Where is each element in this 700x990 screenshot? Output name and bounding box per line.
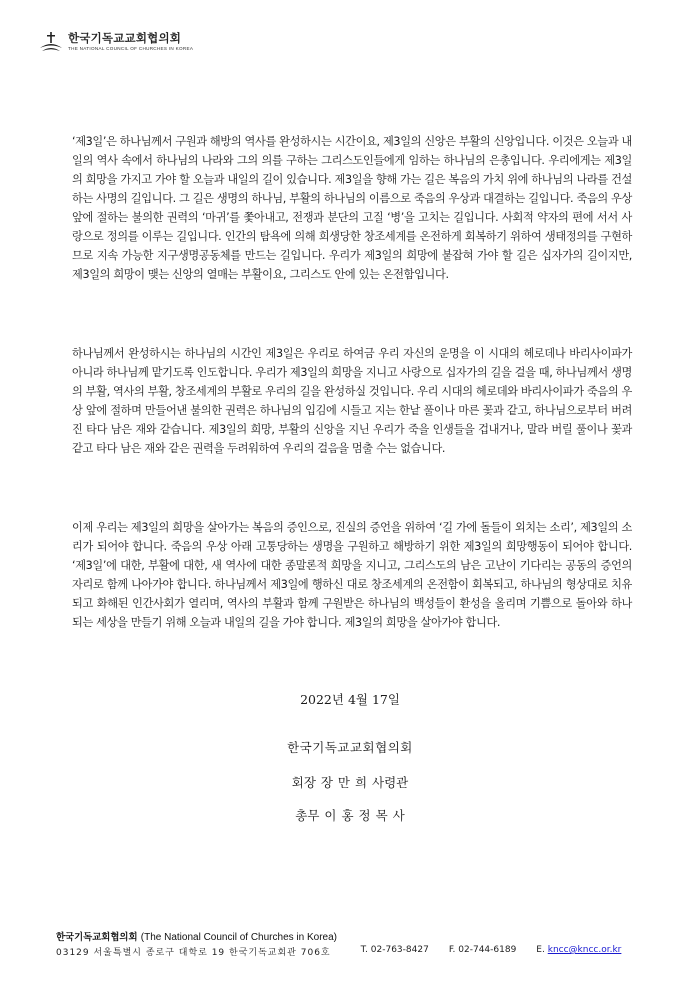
letterhead [38,28,193,56]
footer-contact [56,945,656,958]
body-paragraph-2: 하나님께서 완성하시는 하나님의 시간인 제3일은 우리로 하여금 우리 자신의 운명을 이 시대의 헤로데나 바리사이파가 아니라 하나님께 맡기도록 인도합니다. 우리가 제3일의 희망을 지니고 사랑으로 십자가의 길을 걸을 때, 하나님께서 생명의 부활, 역사의 부활, 창조세계의 부활로 우리의 길을 완성하실 것입니다. 우리 시대의 헤로데와 바리사이파가 죽음의 우상 앞에 절하며 만들어낸 불의한 권력은 하나님의 입김에 시들고 지는 한낱 풀이나 마른 꽃과 같고, 하나님으로부터 버려진 타다 남은 재와 같습니다. 제3일의 희망, 부활의 신앙을 지닌 우리가 죽을 인생들을 겁내거나, 말라 버릴 풀이나 꽃과 같고 타다 남은 재와 같은 권력을 두려워하여 우리의 걸음을 멈출 수는 없습니다. [72,347,633,455]
body-paragraph-1: ‘제3일’은 하나님께서 구원과 해방의 역사를 완성하시는 시간이요, 제3일의 신앙은 부활의 신앙입니다. 이것은 오늘과 내일의 역사 속에서 하나님의 나라와 그의 의를 구하는 그리스도인들에게 임하는 하나님의 은총입니다. 우리에게는 제3일의 희망을 가지고 가야 할 오늘과 내일의 길이 있습니다. 제3일을 향해 가는 길은 복음의 가치 위에 하나님의 나라를 건설하는 사명의 길입니다. 그 길은 생명의 하나님, 부활의 하나님의 이름으로 죽음의 우상과 대결하는 길입니다. 죽음의 우상 앞에 절하는 불의한 권력의 ‘마귀’를 쫓아내고, 전쟁과 분단의 고질 ‘병’을 고치는 길입니다. 사회적 약자의 편에 서서 사랑으로 정의를 이루는 길입니다. 인간의 탐욕에 의해 희생당한 창조세계를 온전하게 회복하기 위하여 생태정의를 구현하므로 지속 가능한 지구생명공동체를 만드는 길입니다. 우리가 제3일의 희망에 붙잡혀 가야 할 길은 십자가의 길이지만, 제3일의 희망이 맺는 신앙의 열매는 부활이요, 그리스도 안에 있는 온전함입니다. [72,135,632,281]
signature-general-secretary: 총무 이 홍 정 목 사 [295,808,405,823]
footer-email-prefix: E. [536,945,545,955]
signature-organization: 한국기독교교회협의회 [287,740,413,755]
footer-org [56,929,337,943]
footer-org-en: (The National Council of Churches in Korea) [140,932,337,943]
footer-email-link[interactable]: kncc@kncc.or.kr [547,945,622,955]
letterhead-org-name: 한국기독교교회협의회 [68,31,182,45]
letterhead-text [68,32,193,52]
footer-fax: F. 02-744-6189 [448,945,517,955]
letterhead-org-name-en: THE NATIONAL COUNCIL OF CHURCHES IN KOREA [68,46,194,51]
footer-address: 03129 서울특별시 종로구 대학로 19 한국기독교회관 706호 [56,948,331,958]
signature-chair: 회장 장 만 희 사령관 [291,775,409,790]
body-paragraph-3: 이제 우리는 제3일의 희망을 살아가는 복음의 증인으로, 진실의 증언을 위하여 ‘길 가에 돌들이 외치는 소리’, 제3일의 소리가 되어야 합니다. 죽음의 우상 아래 고통당하는 생명을 구원하고 해방하기 위한 제3일의 희망행동이 되어야 합니다. ‘제3일’에 대한, 부활에 대한, 새 역사에 대한 종말론적 희망을 지니고, 그리스도의 남은 고난이 기다리는 공동의 증언의 자리로 함께 나아가야 합니다. 하나님께서 제3일에 행하신 대로 창조세계의 온전함이 회복되고, 하나님의 형상대로 치유되고 화해된 인간사회가 열리며, 역사의 부활과 함께 구원받은 하나님의 백성들이 환성을 올리며 기쁨으로 돌아와 하나 되는 세상을 만들기 위해 오늘과 내일의 길을 가야 합니다. 제3일의 희망을 살아가야 합니다. [72,521,632,629]
footer-email [536,945,621,958]
footer-org-ko: 한국기독교회협의회 [56,932,138,943]
kncc-logo-icon [38,31,64,53]
statement-date: 2022년 4월 17일 [300,692,400,707]
footer-tel: T. 02-763-8427 [360,945,429,955]
